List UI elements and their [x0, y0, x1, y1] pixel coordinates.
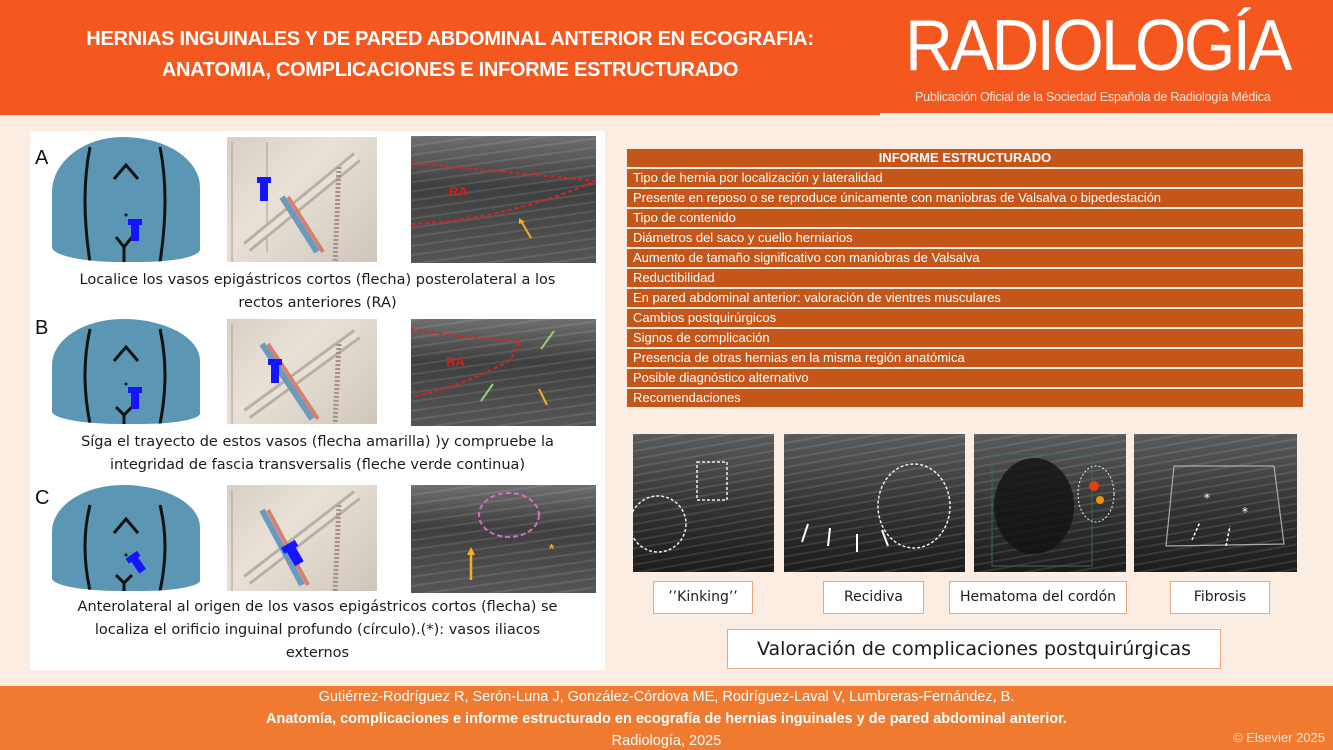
copyright: © Elsevier 2025 — [1233, 730, 1325, 745]
citation-authors: Gutiérrez-Rodríguez R, Serón-Luna J, González-Córdova ME, Rodríguez-Laval V, Lumbreras-Fernández, B. — [318, 689, 1015, 705]
report-item: Cambios postquirúrgicos — [627, 309, 1303, 327]
citation-title: Anatomía, complicaciones e informe estructurado en ecografía de hernias inguinales y de pared abdominal anterior. — [266, 711, 1067, 727]
ultrasound-fibrosis — [1134, 434, 1297, 572]
label-recidiva: Recidiva — [823, 581, 924, 614]
svg-text:*: * — [1204, 491, 1210, 505]
report-item: Recomendaciones — [627, 389, 1303, 407]
header-divider — [0, 113, 880, 115]
report-item: Diámetros del saco y cuello herniarios — [627, 229, 1303, 247]
ra-label: RA — [449, 184, 468, 199]
ultrasound-image — [411, 319, 596, 426]
footer-citation — [0, 686, 1333, 750]
anatomy-drawing — [227, 137, 377, 262]
report-title: INFORME ESTRUCTURADO — [627, 149, 1303, 167]
ultrasound-hematoma — [974, 434, 1126, 572]
asterisk-label: * — [549, 541, 555, 556]
ultrasound-recidiva — [784, 434, 965, 572]
report-item: Tipo de hernia por localización y lateralidad — [627, 169, 1303, 187]
report-item: Aumento de tamaño significativo con maniobras de Valsalva — [627, 249, 1303, 267]
citation-journal: Radiología, 2025 — [611, 733, 722, 749]
row-caption — [30, 431, 605, 477]
poster-title-line1: HERNIAS INGUINALES Y DE PARED ABDOMINAL ANTERIOR EN ECOGRAFIA: — [86, 28, 814, 50]
svg-text:*: * — [1242, 505, 1248, 519]
complications-title: Valoración de complicaciones postquirúrgicas — [727, 629, 1221, 669]
report-item: Presencia de otras hernias en la misma región anatómica — [627, 349, 1303, 367]
caption-line: rectos anteriores (RA) — [238, 295, 397, 311]
ra-label: RA — [446, 354, 465, 369]
body-outline-probe-icon — [52, 137, 200, 262]
ultrasound-image — [411, 136, 596, 263]
body-outline-probe-icon — [52, 485, 200, 591]
caption-line: externos — [285, 645, 350, 661]
anatomy-drawing — [227, 319, 377, 424]
anatomy-row-b — [30, 311, 605, 481]
caption-line: Anterolateral al origen de los vasos epigástricos cortos (flecha) se — [77, 599, 558, 615]
row-letter: B — [35, 317, 49, 339]
caption-line: integridad de fascia transversalis (fleche verde continua) — [109, 457, 526, 473]
label-fibrosis: Fibrosis — [1170, 581, 1270, 614]
ultrasound-kinking — [633, 434, 774, 572]
caption-line: Localice los vasos epigástricos cortos (flecha) posterolateral a los — [79, 272, 556, 288]
structured-report-table — [627, 149, 1303, 409]
anatomy-panel — [30, 131, 605, 670]
report-item: Tipo de contenido — [627, 209, 1303, 227]
row-letter: A — [35, 147, 49, 169]
caption-line: Síga el trayecto de estos vasos (flecha amarilla) )y compruebe la — [81, 434, 554, 450]
poster-title — [20, 24, 880, 86]
journal-subtitle: Publicación Oficial de la Sociedad Española de Radiología Médica — [915, 90, 1271, 104]
anatomy-row-c — [30, 481, 605, 670]
report-item: En pared abdominal anterior: valoración de vientres musculares — [627, 289, 1303, 307]
report-item: Signos de complicación — [627, 329, 1303, 347]
report-item: Posible diagnóstico alternativo — [627, 369, 1303, 387]
journal-name: RADIOLOGÍA — [905, 6, 1290, 86]
caption-line: localiza el orificio inguinal profundo (círculo).(*): vasos iliacos — [94, 622, 541, 638]
poster-title-line2: ANATOMIA, COMPLICACIONES E INFORME ESTRUCTURADO — [161, 59, 739, 81]
anatomy-row-a — [30, 131, 605, 311]
anatomy-drawing — [227, 485, 377, 591]
ultrasound-image — [411, 485, 596, 593]
row-caption — [30, 596, 605, 665]
label-hematoma: Hematoma del cordón — [949, 581, 1127, 614]
journal-logo — [905, 6, 1320, 104]
row-caption — [30, 269, 605, 315]
row-letter: C — [35, 487, 50, 509]
header-banner — [0, 0, 1333, 113]
label-kinking: ’’Kinking’’ — [653, 581, 753, 614]
report-item: Presente en reposo o se reproduce únicamente con maniobras de Valsalva o bipedestación — [627, 189, 1303, 207]
body-outline-probe-icon — [52, 319, 200, 424]
report-item: Reductibilidad — [627, 269, 1303, 287]
